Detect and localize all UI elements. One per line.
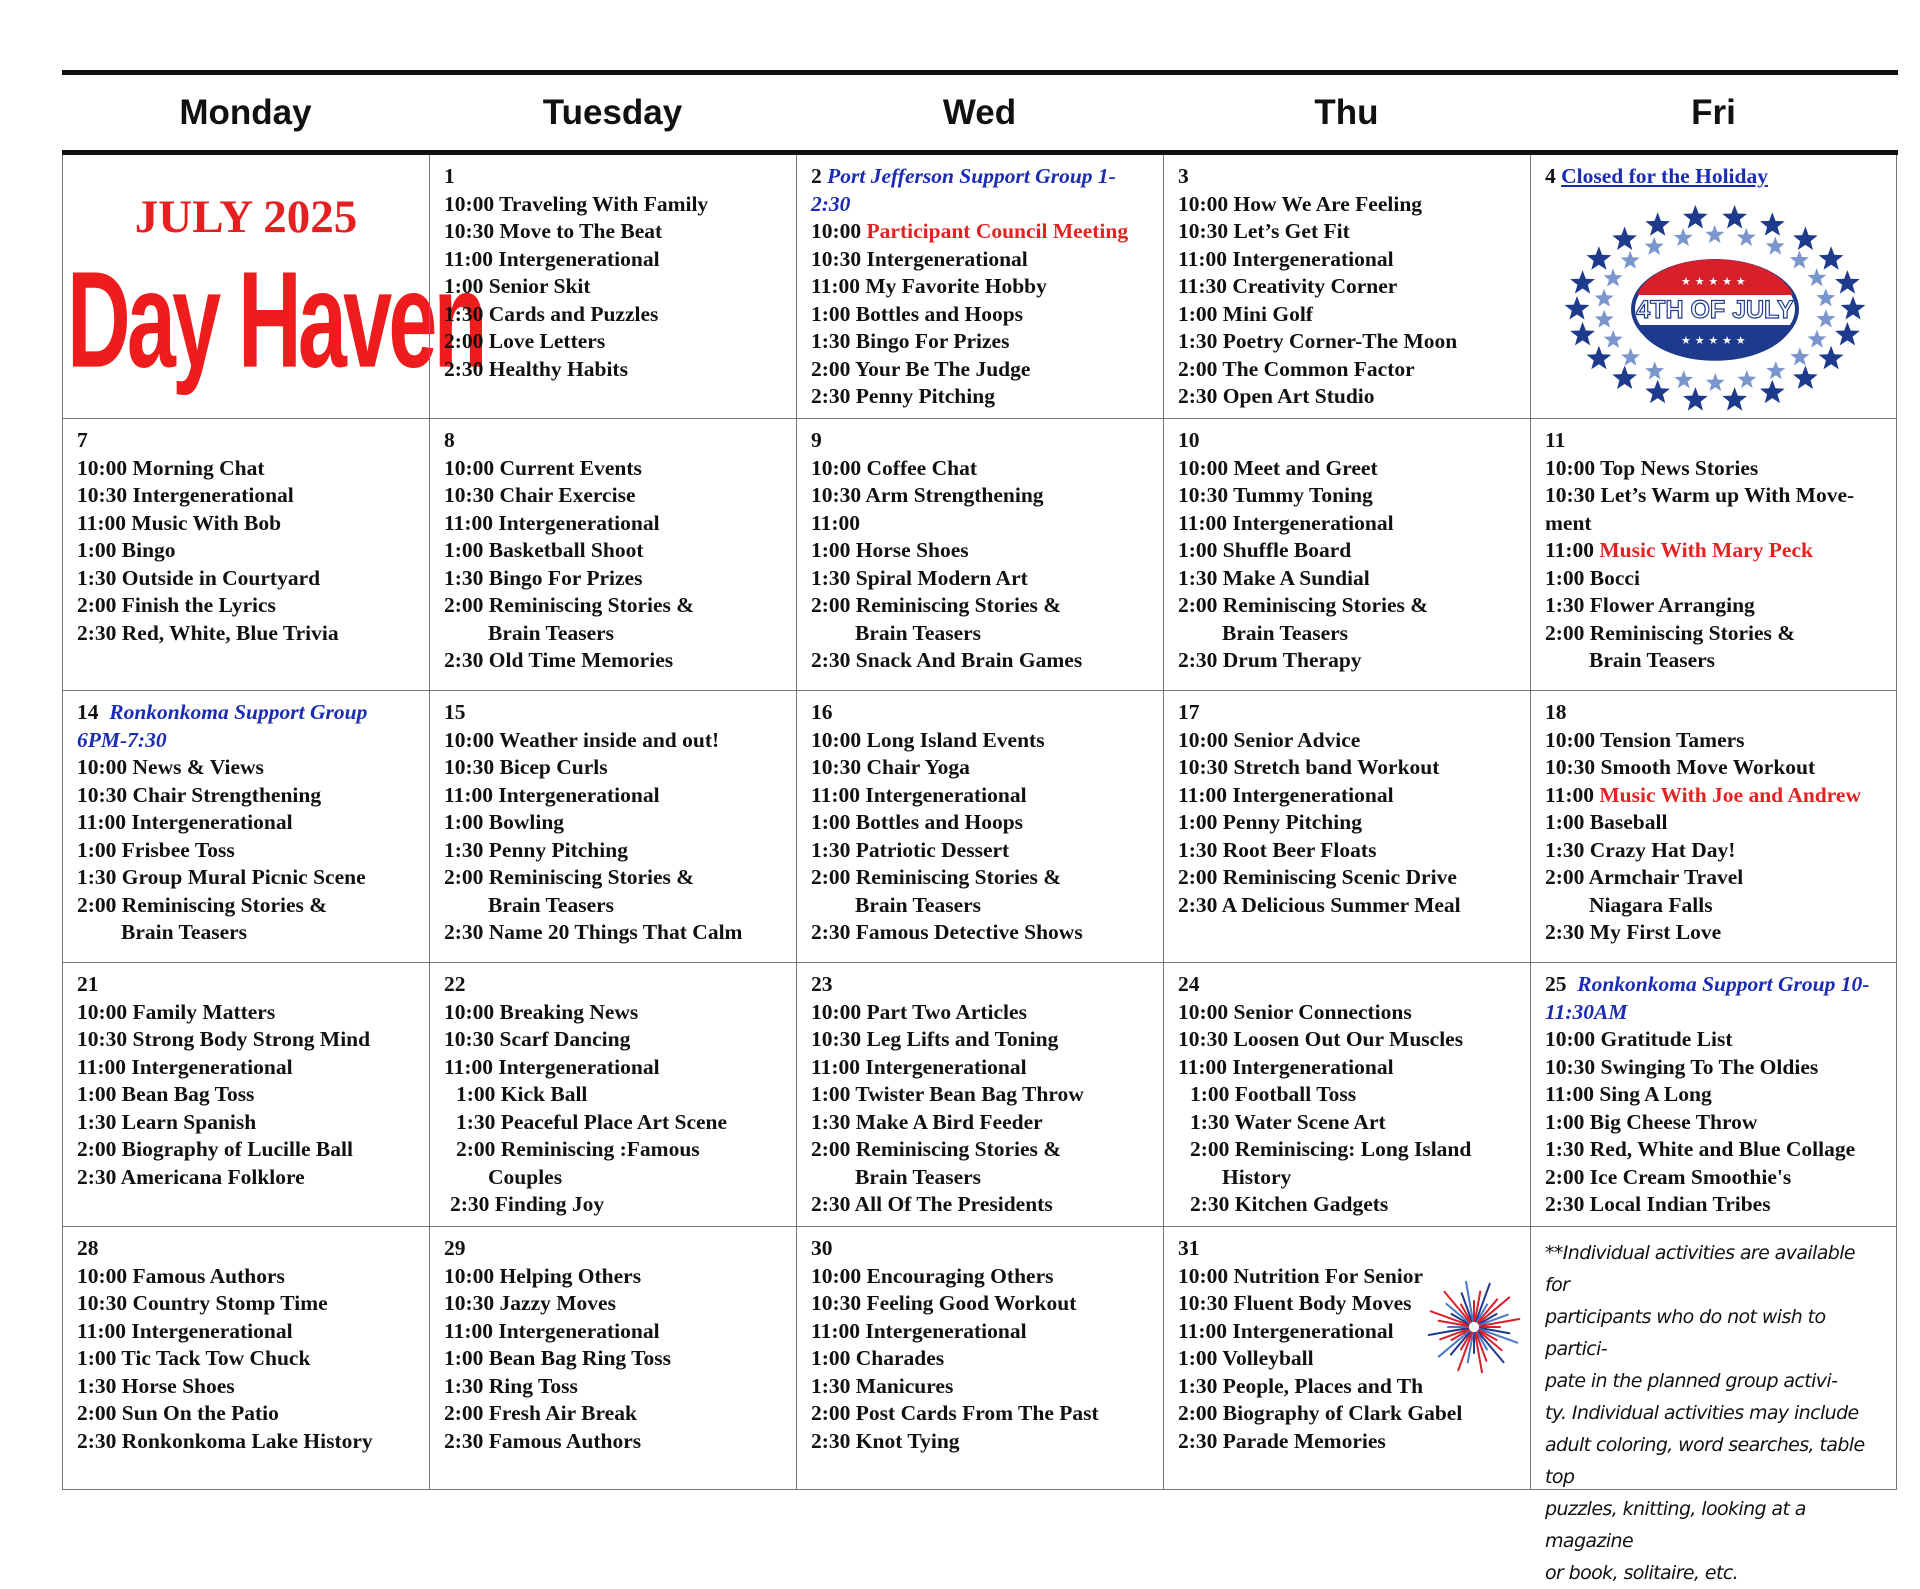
day-number: 16 [811, 700, 833, 724]
activity: 10:30 Leg Lifts and Toning [811, 1027, 1059, 1051]
music-activity: Music With Joe and Andrew [1599, 782, 1861, 807]
week-row-1 [62, 155, 1898, 419]
day-cell-3 [1163, 155, 1530, 419]
note-line: participants who do not wish to partici- [1545, 1306, 1826, 1360]
activity: 10:30 Move to The Beat [444, 219, 663, 243]
activity: 1:30 Patriotic Dessert [811, 837, 1010, 862]
activity: 2:30 Name 20 Things That Calm [444, 920, 743, 944]
activity: 11:00 Intergenerational [444, 1318, 660, 1343]
svg-text:★ ★ ★ ★ ★: ★ ★ ★ ★ ★ [1681, 275, 1746, 288]
support-group-note-cont: 6PM-7:30 [77, 727, 167, 752]
activity-continued: Brain Teasers [855, 1164, 982, 1189]
activity: 1:00 Tic Tack Tow Chuck [77, 1346, 311, 1370]
activity-continued: Brain Teasers [488, 620, 615, 645]
activity: 10:30 Bicep Curls [444, 755, 608, 779]
footnote-cell [1530, 1227, 1897, 1584]
day-number: 15 [444, 700, 466, 724]
day-number: 18 [1545, 700, 1567, 724]
activity: 10:00 Coffee Chat [811, 455, 977, 480]
header-wednesday: Wed [942, 93, 1017, 132]
day-number: 7 [77, 428, 88, 452]
activity: 11:00 Intergenerational [77, 1318, 293, 1343]
activity: 1:30 Red, White and Blue Collage [1545, 1137, 1856, 1161]
activity-continued: ment [1545, 510, 1592, 535]
activity: 1:00 Charades [811, 1346, 945, 1370]
activity: 10:00 Meet and Greet [1178, 455, 1378, 480]
activity: 2:00 Biography of Clark Gabel [1178, 1401, 1463, 1425]
activity: 2:00 Fresh Air Break [444, 1401, 637, 1425]
activity: 2:00 Reminiscing Stories & [444, 593, 695, 617]
activity: 2:30 Old Time Memories [444, 648, 674, 672]
day-number: 23 [811, 972, 833, 996]
activity: 1:00 Horse Shoes [811, 538, 969, 562]
day-number: 28 [77, 1236, 99, 1260]
activity: 10:30 Tummy Toning [1178, 483, 1373, 507]
day-cell-11 [1530, 419, 1897, 691]
activity: 2:30 A Delicious Summer Meal [1178, 892, 1461, 917]
activity: 11:00 My Favorite Hobby [811, 274, 1047, 298]
activity: 11:00 Intergenerational [444, 1054, 660, 1079]
activity: 10:30 Chair Exercise [444, 483, 636, 507]
day-number: 1 [444, 164, 455, 188]
individual-activities-note [1545, 1235, 1882, 1589]
activity: 2:00 Sun On the Patio [77, 1401, 279, 1425]
activity: 1:30 Make A Sundial [1178, 565, 1370, 590]
activity-time: 11:00 [1545, 782, 1600, 807]
activity: 1:30 Water Scene Art [1190, 1109, 1386, 1134]
activity: 11:00 Intergenerational [77, 810, 293, 834]
activity-continued: Brain Teasers [1222, 620, 1349, 645]
activity: 1:30 Group Mural Picnic Scene [77, 865, 366, 889]
activity: 2:30 Healthy Habits [444, 356, 628, 381]
note-line: adult coloring, word searches, table top [1545, 1434, 1865, 1488]
day-cell-1 [429, 155, 796, 419]
activity: 1:00 Kick Ball [456, 1082, 588, 1106]
week-row-4 [62, 963, 1898, 1227]
day-cell-23 [796, 963, 1163, 1227]
activity: 10:30 Chair Yoga [811, 755, 970, 779]
day-cell-29 [429, 1227, 796, 1490]
music-activity: Music With Mary Peck [1599, 538, 1813, 562]
day-cell-31 [1163, 1227, 1530, 1490]
activity: 2:00 Finish the Lyrics [77, 593, 276, 617]
activity: 11:00 Intergenerational [77, 1054, 293, 1079]
activity: 10:00 Nutrition For Senior [1178, 1263, 1424, 1288]
activity: 2:30 Famous Detective Shows [811, 920, 1083, 944]
activity [811, 218, 1149, 246]
week-row-3 [62, 691, 1898, 963]
day-cell-24 [1163, 963, 1530, 1227]
activity: 2:30 Ronkonkoma Lake History [77, 1428, 373, 1453]
day-header-line [77, 699, 415, 727]
day-number: 2 [811, 164, 822, 188]
activity: 11:00 Intergenerational [811, 1054, 1027, 1079]
activity: 1:30 Bingo For Prizes [444, 565, 643, 590]
header-thursday: Thu [1314, 93, 1379, 132]
activity: 1:30 Crazy Hat Day! [1545, 837, 1736, 862]
support-group-note-cont: 2:30 [811, 191, 851, 216]
activity: 10:30 Jazzy Moves [444, 1291, 616, 1315]
activity: 11:00 Sing A Long [1545, 1082, 1712, 1106]
activity: 11:00 Intergenerational [1178, 246, 1394, 271]
activity: 10:00 Helping Others [444, 1263, 642, 1288]
day-cell-22 [429, 963, 796, 1227]
activity: 2:00 Your Be The Judge [811, 356, 1031, 381]
activity: 1:30 Poetry Corner-The Moon [1178, 329, 1458, 353]
activity: 1:30 Ring Toss [444, 1373, 578, 1398]
activity: 10:30 Intergenerational [77, 483, 294, 507]
activity: 10:30 Fluent Body Moves [1178, 1291, 1412, 1315]
day-cell-16 [796, 691, 1163, 963]
activity: 1:00 Senior Skit [444, 274, 591, 298]
activity: 2:00 Reminiscing Scenic Drive [1178, 865, 1457, 889]
support-group-note: Ronkonkoma Support Group 10- [1577, 972, 1870, 996]
activity: 1:30 Flower Arranging [1545, 593, 1755, 617]
brand-logo: Day Haven [67, 242, 484, 397]
day-cell-25 [1530, 963, 1897, 1227]
activity: 10:30 Smooth Move Workout [1545, 755, 1816, 779]
day-cell-14 [62, 691, 429, 963]
day-number: 17 [1178, 700, 1200, 724]
activity: 2:00 Post Cards From The Past [811, 1401, 1099, 1425]
activity: 10:00 Weather inside and out! [444, 727, 720, 752]
activity-continued: Brain Teasers [121, 920, 248, 944]
day-number: 10 [1178, 428, 1200, 452]
activity: 2:30 Americana Folklore [77, 1164, 305, 1189]
fireworks-icon [1424, 1263, 1524, 1393]
activity: 10:30 Strong Body Strong Mind [77, 1027, 371, 1051]
activity: 1:00 Mini Golf [1178, 301, 1313, 326]
day-cell-9 [796, 419, 1163, 691]
activity: 10:00 Morning Chat [77, 455, 265, 480]
activity: 1:00 Bowling [444, 810, 565, 834]
activity: 2:00 Armchair Travel [1545, 865, 1744, 889]
highlighted-activity: Participant Council Meeting [866, 219, 1129, 243]
activity: 1:00 Bottles and Hoops [811, 301, 1024, 326]
header-tuesday: Tuesday [542, 93, 683, 132]
activity: 10:30 Chair Strengthening [77, 782, 322, 807]
activity: 10:00 Encouraging Others [811, 1263, 1054, 1288]
day-header-line [811, 163, 1149, 191]
support-group-note: Port Jefferson Support Group 1- [827, 164, 1116, 188]
activity: 1:30 People, Places and Th [1178, 1373, 1424, 1398]
activity: 1:30 Learn Spanish [77, 1109, 257, 1134]
day-cell-28 [62, 1227, 429, 1490]
activity: 2:00 Ice Cream Smoothie's [1545, 1164, 1792, 1189]
activity-continued: Brain Teasers [488, 892, 615, 917]
activity: 2:30 Open Art Studio [1178, 384, 1375, 408]
activity-continued: History [1222, 1164, 1292, 1189]
day-number: 9 [811, 428, 822, 452]
activity-time: 10:00 [811, 219, 867, 243]
activity: 2:00 Reminiscing :Famous [456, 1137, 700, 1161]
header-monday: Monday [179, 93, 312, 132]
activity-continued: Niagara Falls [1589, 892, 1713, 917]
activity: 10:00 Traveling With Family [444, 191, 709, 216]
activity: 2:30 Local Indian Tribes [1545, 1192, 1771, 1216]
activity: 11:00 Intergenerational [811, 1318, 1027, 1343]
activity: 10:00 Family Matters [77, 999, 276, 1024]
activity: 10:00 Long Island Events [811, 727, 1045, 752]
activity: 10:00 Tension Tamers [1545, 727, 1745, 752]
activity-continued: Couples [488, 1164, 563, 1189]
activity: 2:00 Reminiscing Stories & [444, 865, 695, 889]
activity: 2:30 Knot Tying [811, 1428, 960, 1453]
day-cell-8 [429, 419, 796, 691]
note-line: ty. Individual activities may include [1545, 1402, 1859, 1424]
activity [1545, 537, 1882, 565]
activity: 1:00 Football Toss [1190, 1082, 1357, 1106]
day-cell-10 [1163, 419, 1530, 691]
activity: 2:00 Biography of Lucille Ball [77, 1137, 353, 1161]
header-friday: Fri [1691, 93, 1736, 132]
activity: 10:00 How We Are Feeling [1178, 191, 1423, 216]
activity: 11:00 [811, 510, 860, 535]
day-number: 21 [77, 972, 99, 996]
svg-text:★ ★ ★ ★ ★: ★ ★ ★ ★ ★ [1681, 334, 1746, 347]
activity: 1:00 Shuffle Board [1178, 538, 1352, 562]
activity: 11:00 Intergenerational [1178, 1054, 1394, 1079]
activity: 10:30 Let’s Get Fit [1178, 219, 1350, 243]
activity: 1:30 Horse Shoes [77, 1373, 235, 1398]
activity: 1:30 Spiral Modern Art [811, 565, 1028, 590]
support-group-note-cont: 11:30AM [1545, 999, 1628, 1024]
day-cell-21 [62, 963, 429, 1227]
activity: 2:00 Love Letters [444, 329, 606, 353]
activity: 1:30 Root Beer Floats [1178, 837, 1377, 862]
activity: 10:30 Swinging To The Oldies [1545, 1054, 1819, 1079]
activity: 10:30 Intergenerational [811, 246, 1028, 271]
day-header-line [1545, 163, 1882, 191]
day-cell-15 [429, 691, 796, 963]
activity: 1:00 Bean Bag Toss [77, 1082, 255, 1106]
activity: 10:00 Current Events [444, 455, 642, 480]
activity: 1:30 Outside in Courtyard [77, 565, 321, 590]
activity: 2:30 Red, White, Blue Trivia [77, 620, 339, 645]
month-title: JULY 2025 [134, 191, 358, 243]
activity: 2:00 Reminiscing Stories & [1178, 593, 1429, 617]
activity: 1:00 Volleyball [1178, 1346, 1314, 1370]
activity: 10:30 Loosen Out Our Muscles [1178, 1027, 1464, 1051]
activity: 1:00 Baseball [1545, 810, 1668, 834]
activity: 11:00 Intergenerational [1178, 782, 1394, 807]
activity: 11:00 Intergenerational [444, 246, 660, 271]
activity: 1:30 Penny Pitching [444, 837, 628, 862]
day-cell-2 [796, 155, 1163, 419]
week-row-2 [62, 419, 1898, 691]
activity: 2:30 Snack And Brain Games [811, 648, 1083, 672]
activity: 11:00 Music With Bob [77, 510, 282, 535]
activity: 2:00 Reminiscing: Long Island [1190, 1137, 1472, 1161]
activity: 2:30 Finding Joy [450, 1192, 605, 1216]
day-number: 25 [1545, 972, 1567, 996]
activity: 10:30 Stretch band Workout [1178, 755, 1440, 779]
activity: 11:00 Intergenerational [444, 510, 660, 535]
activity: 1:00 Bottles and Hoops [811, 810, 1024, 834]
title-cell [62, 155, 484, 419]
activity: 1:30 Bingo For Prizes [811, 329, 1010, 353]
activity: 2:00 Reminiscing Stories & [77, 892, 328, 917]
activity: 10:00 Top News Stories [1545, 455, 1759, 480]
activity: 2:30 Kitchen Gadgets [1190, 1192, 1389, 1216]
activity: 1:30 Peaceful Place Art Scene [456, 1109, 728, 1134]
activity-continued: Brain Teasers [855, 892, 982, 917]
weekday-header-row [62, 82, 1898, 148]
activity [1545, 782, 1882, 810]
activity: 11:00 Intergenerational [811, 782, 1027, 807]
activity-continued: Brain Teasers [855, 620, 982, 645]
activity: 1:30 Manicures [811, 1373, 954, 1398]
activity: 2:30 All Of The Presidents [811, 1192, 1053, 1216]
activity: 1:30 Cards and Puzzles [444, 301, 659, 326]
activity: 2:00 Reminiscing Stories & [811, 865, 1062, 889]
activity: 10:30 Country Stomp Time [77, 1291, 328, 1315]
activity: 2:30 Famous Authors [444, 1428, 642, 1453]
activity: 10:00 Famous Authors [77, 1263, 285, 1288]
week-row-5 [62, 1227, 1898, 1584]
activity: 10:30 Scarf Dancing [444, 1027, 631, 1051]
activity: 10:00 Gratitude List [1545, 1027, 1733, 1051]
activity: 10:30 Arm Strengthening [811, 483, 1044, 507]
activity: 1:00 Bean Bag Ring Toss [444, 1346, 672, 1370]
activity: 2:30 Parade Memories [1178, 1428, 1386, 1453]
day-number: 31 [1178, 1236, 1200, 1260]
activity-time: 11:00 [1545, 538, 1600, 562]
day-number: 14 [77, 700, 99, 724]
activity: 1:00 Bocci [1545, 565, 1640, 590]
activity: 11:30 Creativity Corner [1178, 274, 1398, 298]
day-number: 24 [1178, 972, 1200, 996]
activity: 1:00 Frisbee Toss [77, 837, 235, 862]
day-number: 11 [1545, 428, 1566, 452]
calendar-grid [62, 150, 1898, 1584]
note-line: puzzles, knitting, looking at a magazine [1545, 1498, 1806, 1552]
day-header-line [1545, 971, 1882, 999]
activity: 10:00 Part Two Articles [811, 999, 1027, 1024]
activity: 10:30 Feeling Good Workout [811, 1291, 1077, 1315]
activity: 10:00 Senior Advice [1178, 727, 1361, 752]
support-group-note: Ronkonkoma Support Group [109, 700, 368, 724]
activity: 2:00 Reminiscing Stories & [1545, 620, 1796, 645]
day-number: 4 [1545, 164, 1556, 188]
activity: 2:30 Drum Therapy [1178, 648, 1362, 672]
day-cell-17 [1163, 691, 1530, 963]
activity: 1:00 Basketball Shoot [444, 538, 644, 562]
day-cell-18 [1530, 691, 1897, 963]
activity: 1:30 Make A Bird Feeder [811, 1109, 1043, 1134]
activity: 11:00 Intergenerational [444, 782, 660, 807]
activity: 10:30 Let’s Warm up With Move- [1545, 483, 1855, 507]
day-number: 29 [444, 1236, 466, 1260]
activity: 10:00 Senior Connections [1178, 999, 1412, 1024]
day-cell-7 [62, 419, 429, 691]
fourth-of-july-icon [1559, 199, 1871, 413]
activity: 11:00 Intergenerational [1178, 1318, 1394, 1343]
activity: 10:00 News & Views [77, 755, 264, 779]
note-line: or book, solitaire, etc. [1545, 1562, 1739, 1584]
activity: 2:30 Penny Pitching [811, 384, 995, 408]
note-line: pate in the planned group activi- [1545, 1370, 1838, 1392]
activity: 2:00 The Common Factor [1178, 356, 1415, 381]
activity: 1:00 Penny Pitching [1178, 810, 1362, 834]
activity: 2:30 My First Love [1545, 920, 1722, 944]
note-line: **Individual activities are available for [1545, 1242, 1856, 1296]
closed-holiday-link[interactable]: Closed for the Holiday [1561, 164, 1768, 188]
day-number: 3 [1178, 164, 1189, 188]
day-number: 22 [444, 972, 466, 996]
activity: 2:00 Reminiscing Stories & [811, 593, 1062, 617]
activity: 10:00 Breaking News [444, 999, 639, 1024]
day-number: 30 [811, 1236, 833, 1260]
day-cell-4 [1530, 155, 1897, 419]
day-cell-30 [796, 1227, 1163, 1490]
activity: 11:00 Intergenerational [1178, 510, 1394, 535]
badge-text: 4TH OF JULY [1636, 296, 1794, 324]
activity-continued: Brain Teasers [1589, 648, 1716, 672]
day-number: 8 [444, 428, 455, 452]
activity: 1:00 Big Cheese Throw [1545, 1109, 1758, 1134]
activity: 1:00 Twister Bean Bag Throw [811, 1082, 1084, 1106]
activity: 1:00 Bingo [77, 538, 176, 562]
top-rule [62, 70, 1898, 75]
activity: 2:00 Reminiscing Stories & [811, 1137, 1062, 1161]
